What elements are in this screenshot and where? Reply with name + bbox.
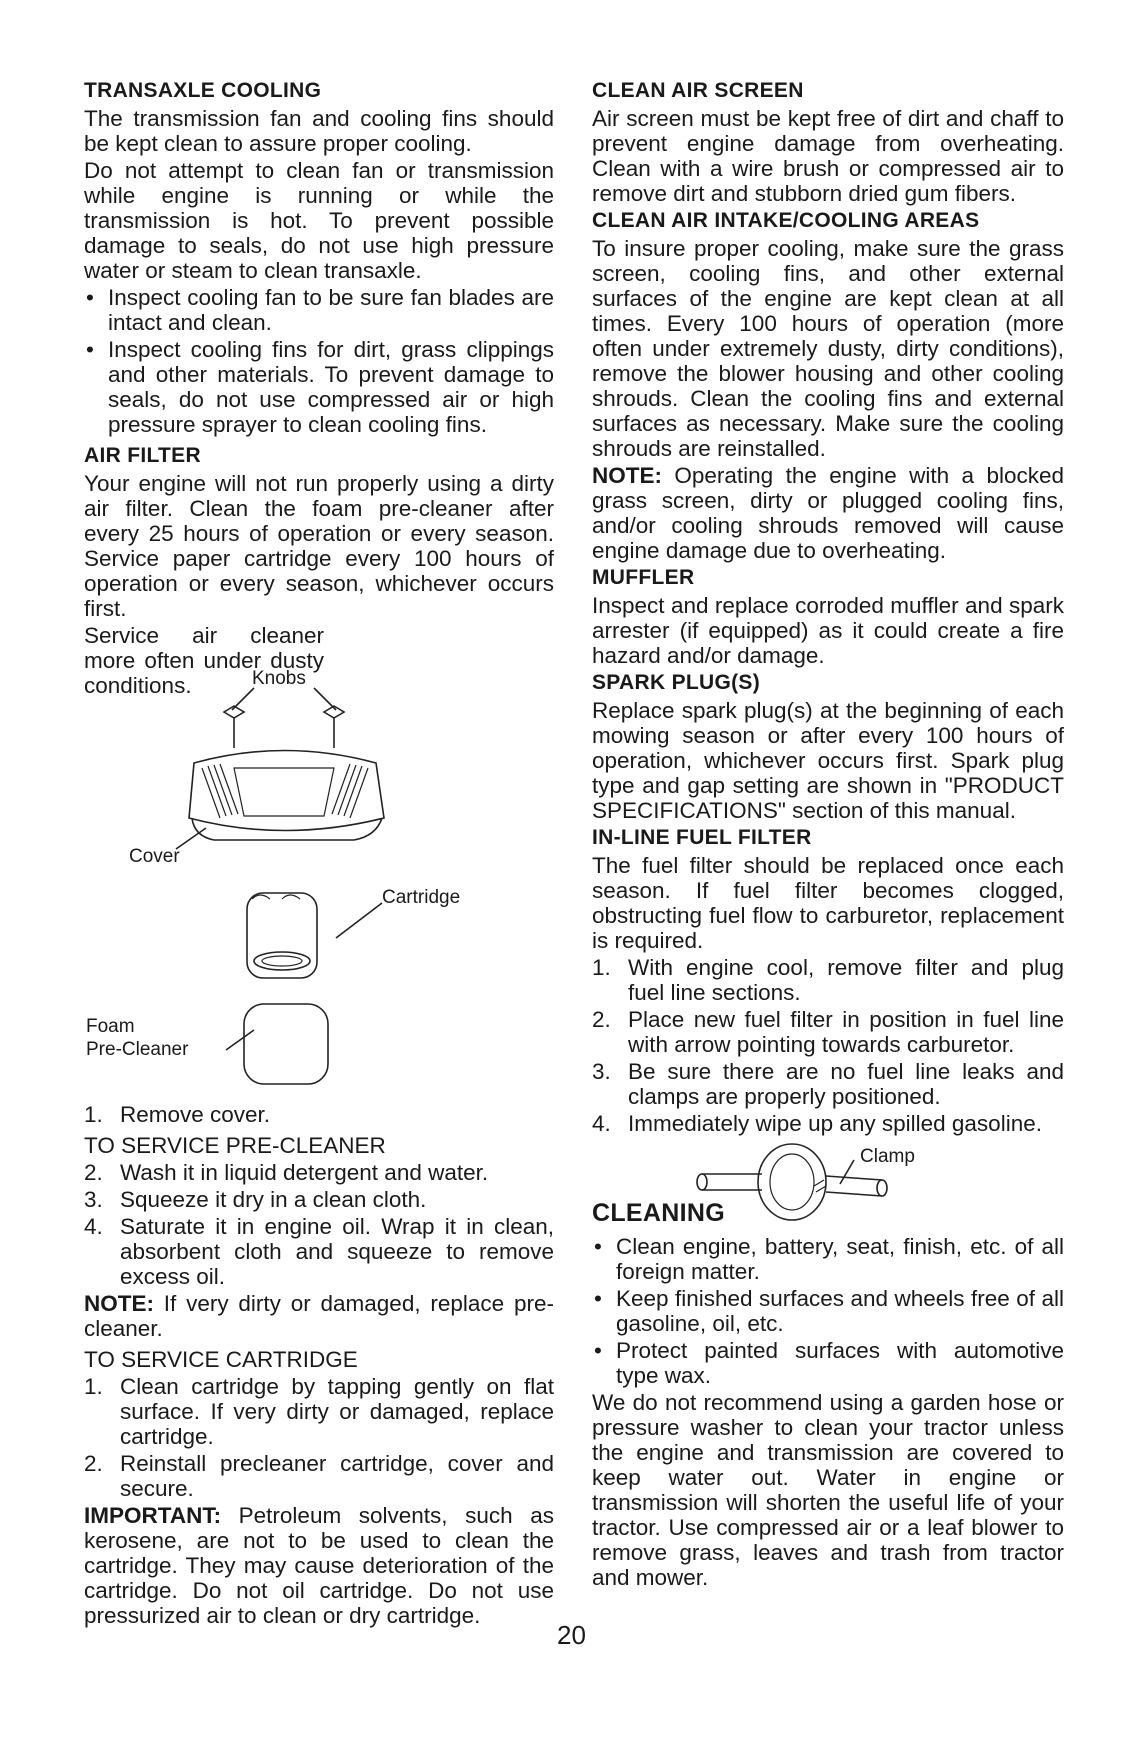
pre-cleaner-label: Pre-Cleaner xyxy=(86,1039,189,1060)
fuel-step-4: 4. Immediately wipe up any spilled gasoline. xyxy=(592,1111,1042,1136)
pre-cleaner-step-3: 3. Squeeze it dry in a clean cloth. xyxy=(84,1187,427,1212)
fuel-filter-paragraph: The fuel filter should be replaced once each season. If fuel filter becomes clogged, obstructing fuel flow to carburetor, replacement is required. xyxy=(592,853,1064,953)
air-filter-paragraph-1: Your engine will not run properly using a dirty air filter. Clean the foam pre-cleaner after every 25 hours of operation or every season. Service paper cartridge every 100 hours of operation or every season, whichever occurs first. xyxy=(84,471,554,621)
transaxle-paragraph-1: The transmission fan and cooling fins should be kept clean to assure proper cooling. xyxy=(84,106,554,156)
clean-air-screen-paragraph: Air screen must be kept free of dirt and chaff to prevent engine damage from overheating. Clean with a wire brush or compressed air to remove dirt and stubborn dried gum fibers. xyxy=(592,106,1064,206)
clean-air-intake-paragraph: To insure proper cooling, make sure the grass screen, cooling fins, and other external surfaces of the engine are kept clean at all times. Every 100 hours of operation (more often under extremely dusty, dirty conditions), remove the blower housing and other cooling shrouds. Clean the cooling fins and external surfaces as necessary. Make sure the cooling shrouds are reinstalled. xyxy=(592,236,1064,461)
important-note: IMPORTANT: Petroleum solvents, such as kerosene, are not to be used to clean the cartridge. They may cause deterioration of the cartridge. Do not oil cartridge. Do not use pressurized air to clean or dry cartridge. xyxy=(84,1503,554,1628)
cartridge-step-2: 2. Reinstall precleaner cartridge, cover and secure. xyxy=(84,1451,554,1501)
spark-plug-paragraph: Replace spark plug(s) at the beginning of each mowing season or after every 100 hours of operation, whichever occurs first. Spark plug type and gap setting are shown in "PRODUCT SPECIFICATIONS" section of this manual. xyxy=(592,698,1064,823)
intake-note: NOTE: Operating the engine with a blocked grass screen, dirty or plugged cooling fins, and/or cooling shrouds removed will cause engine damage due to overheating. xyxy=(592,463,1064,563)
muffler-heading: MUFFLER xyxy=(592,566,695,589)
cover-label: Cover xyxy=(129,846,180,867)
pre-cleaner-step-2: 2. Wash it in liquid detergent and water. xyxy=(84,1160,489,1185)
fuel-step-2: 2. Place new fuel filter in position in fuel line with arrow pointing towards carburetor. xyxy=(592,1007,1064,1057)
step-remove-cover: 1. Remove cover. xyxy=(84,1102,271,1127)
spark-plug-heading: SPARK PLUG(S) xyxy=(592,671,761,694)
fuel-filter-heading: IN-LINE FUEL FILTER xyxy=(592,826,812,849)
transaxle-bullet-1: • Inspect cooling fan to be sure fan blades are intact and clean. xyxy=(84,285,554,335)
foam-label: Foam xyxy=(86,1016,135,1037)
cartridge-step-1: 1. Clean cartridge by tapping gently on flat surface. If very dirty or damaged, replace cartridge. xyxy=(84,1374,554,1449)
air-filter-paragraph-2: Service air cleaner more often under dusty conditions. xyxy=(84,623,324,698)
fuel-step-3: 3. Be sure there are no fuel line leaks and clamps are properly positioned. xyxy=(592,1059,1064,1109)
pre-cleaner-heading: TO SERVICE PRE-CLEANER xyxy=(84,1133,386,1158)
page-number: 20 xyxy=(557,1620,586,1650)
transaxle-paragraph-2: Do not attempt to clean fan or transmission while engine is running or while the transmission is hot. To prevent possible damage to seals, do not use high pressure water or steam to clean transaxle. xyxy=(84,158,554,283)
cleaning-bullet-3: • Protect painted surfaces with automotive type wax. xyxy=(592,1338,1064,1388)
cleaning-bullet-2: • Keep finished surfaces and wheels free of all gasoline, oil, etc. xyxy=(592,1286,1064,1336)
cartridge-label: Cartridge xyxy=(382,887,461,908)
pre-cleaner-note: NOTE: If very dirty or damaged, replace pre-cleaner. xyxy=(84,1291,554,1341)
air-filter-figure xyxy=(84,668,554,883)
cartridge-figure xyxy=(84,883,554,998)
air-filter-heading: AIR FILTER xyxy=(84,444,201,467)
fuel-step-1: 1. With engine cool, remove filter and plug fuel line sections. xyxy=(592,955,1064,1005)
transaxle-cooling-heading: TRANSAXLE COOLING xyxy=(84,79,322,102)
right-column xyxy=(592,78,1064,1592)
transaxle-bullet-2: • Inspect cooling fins for dirt, grass clippings and other materials. To prevent damage to seals, do not use compressed air or high pressure sprayer to clean cooling fins. xyxy=(84,337,554,437)
cleaning-paragraph: We do not recommend using a garden hose or pressure washer to clean your tractor unless the engine and transmission are covered to keep water out. Water in engine or transmission will shorten the useful life of your tractor. Use compressed air or a leaf blower to remove grass, leaves and trash from tractor and mower. xyxy=(592,1390,1064,1590)
cleaning-heading: CLEANING xyxy=(592,1199,725,1227)
cleaning-header-block xyxy=(592,1138,1064,1234)
clean-air-screen-heading: CLEAN AIR SCREEN xyxy=(592,79,804,102)
cleaning-bullet-1: • Clean engine, battery, seat, finish, etc. of all foreign matter. xyxy=(592,1234,1064,1284)
pre-cleaner-figure xyxy=(84,998,554,1090)
cartridge-illustration xyxy=(84,883,554,998)
clamp-label: Clamp xyxy=(860,1146,915,1167)
knobs-label: Knobs xyxy=(252,668,306,689)
left-column xyxy=(84,78,554,1630)
muffler-paragraph: Inspect and replace corroded muffler and spark arrester (if equipped) as it could create a fire hazard and/or damage. xyxy=(592,593,1064,668)
cartridge-heading: TO SERVICE CARTRIDGE xyxy=(84,1347,358,1372)
clean-air-intake-heading: CLEAN AIR INTAKE/COOLING AREAS xyxy=(592,209,980,232)
pre-cleaner-step-4: 4. Saturate it in engine oil. Wrap it in clean, absorbent cloth and squeeze to remove excess oil. xyxy=(84,1214,554,1289)
